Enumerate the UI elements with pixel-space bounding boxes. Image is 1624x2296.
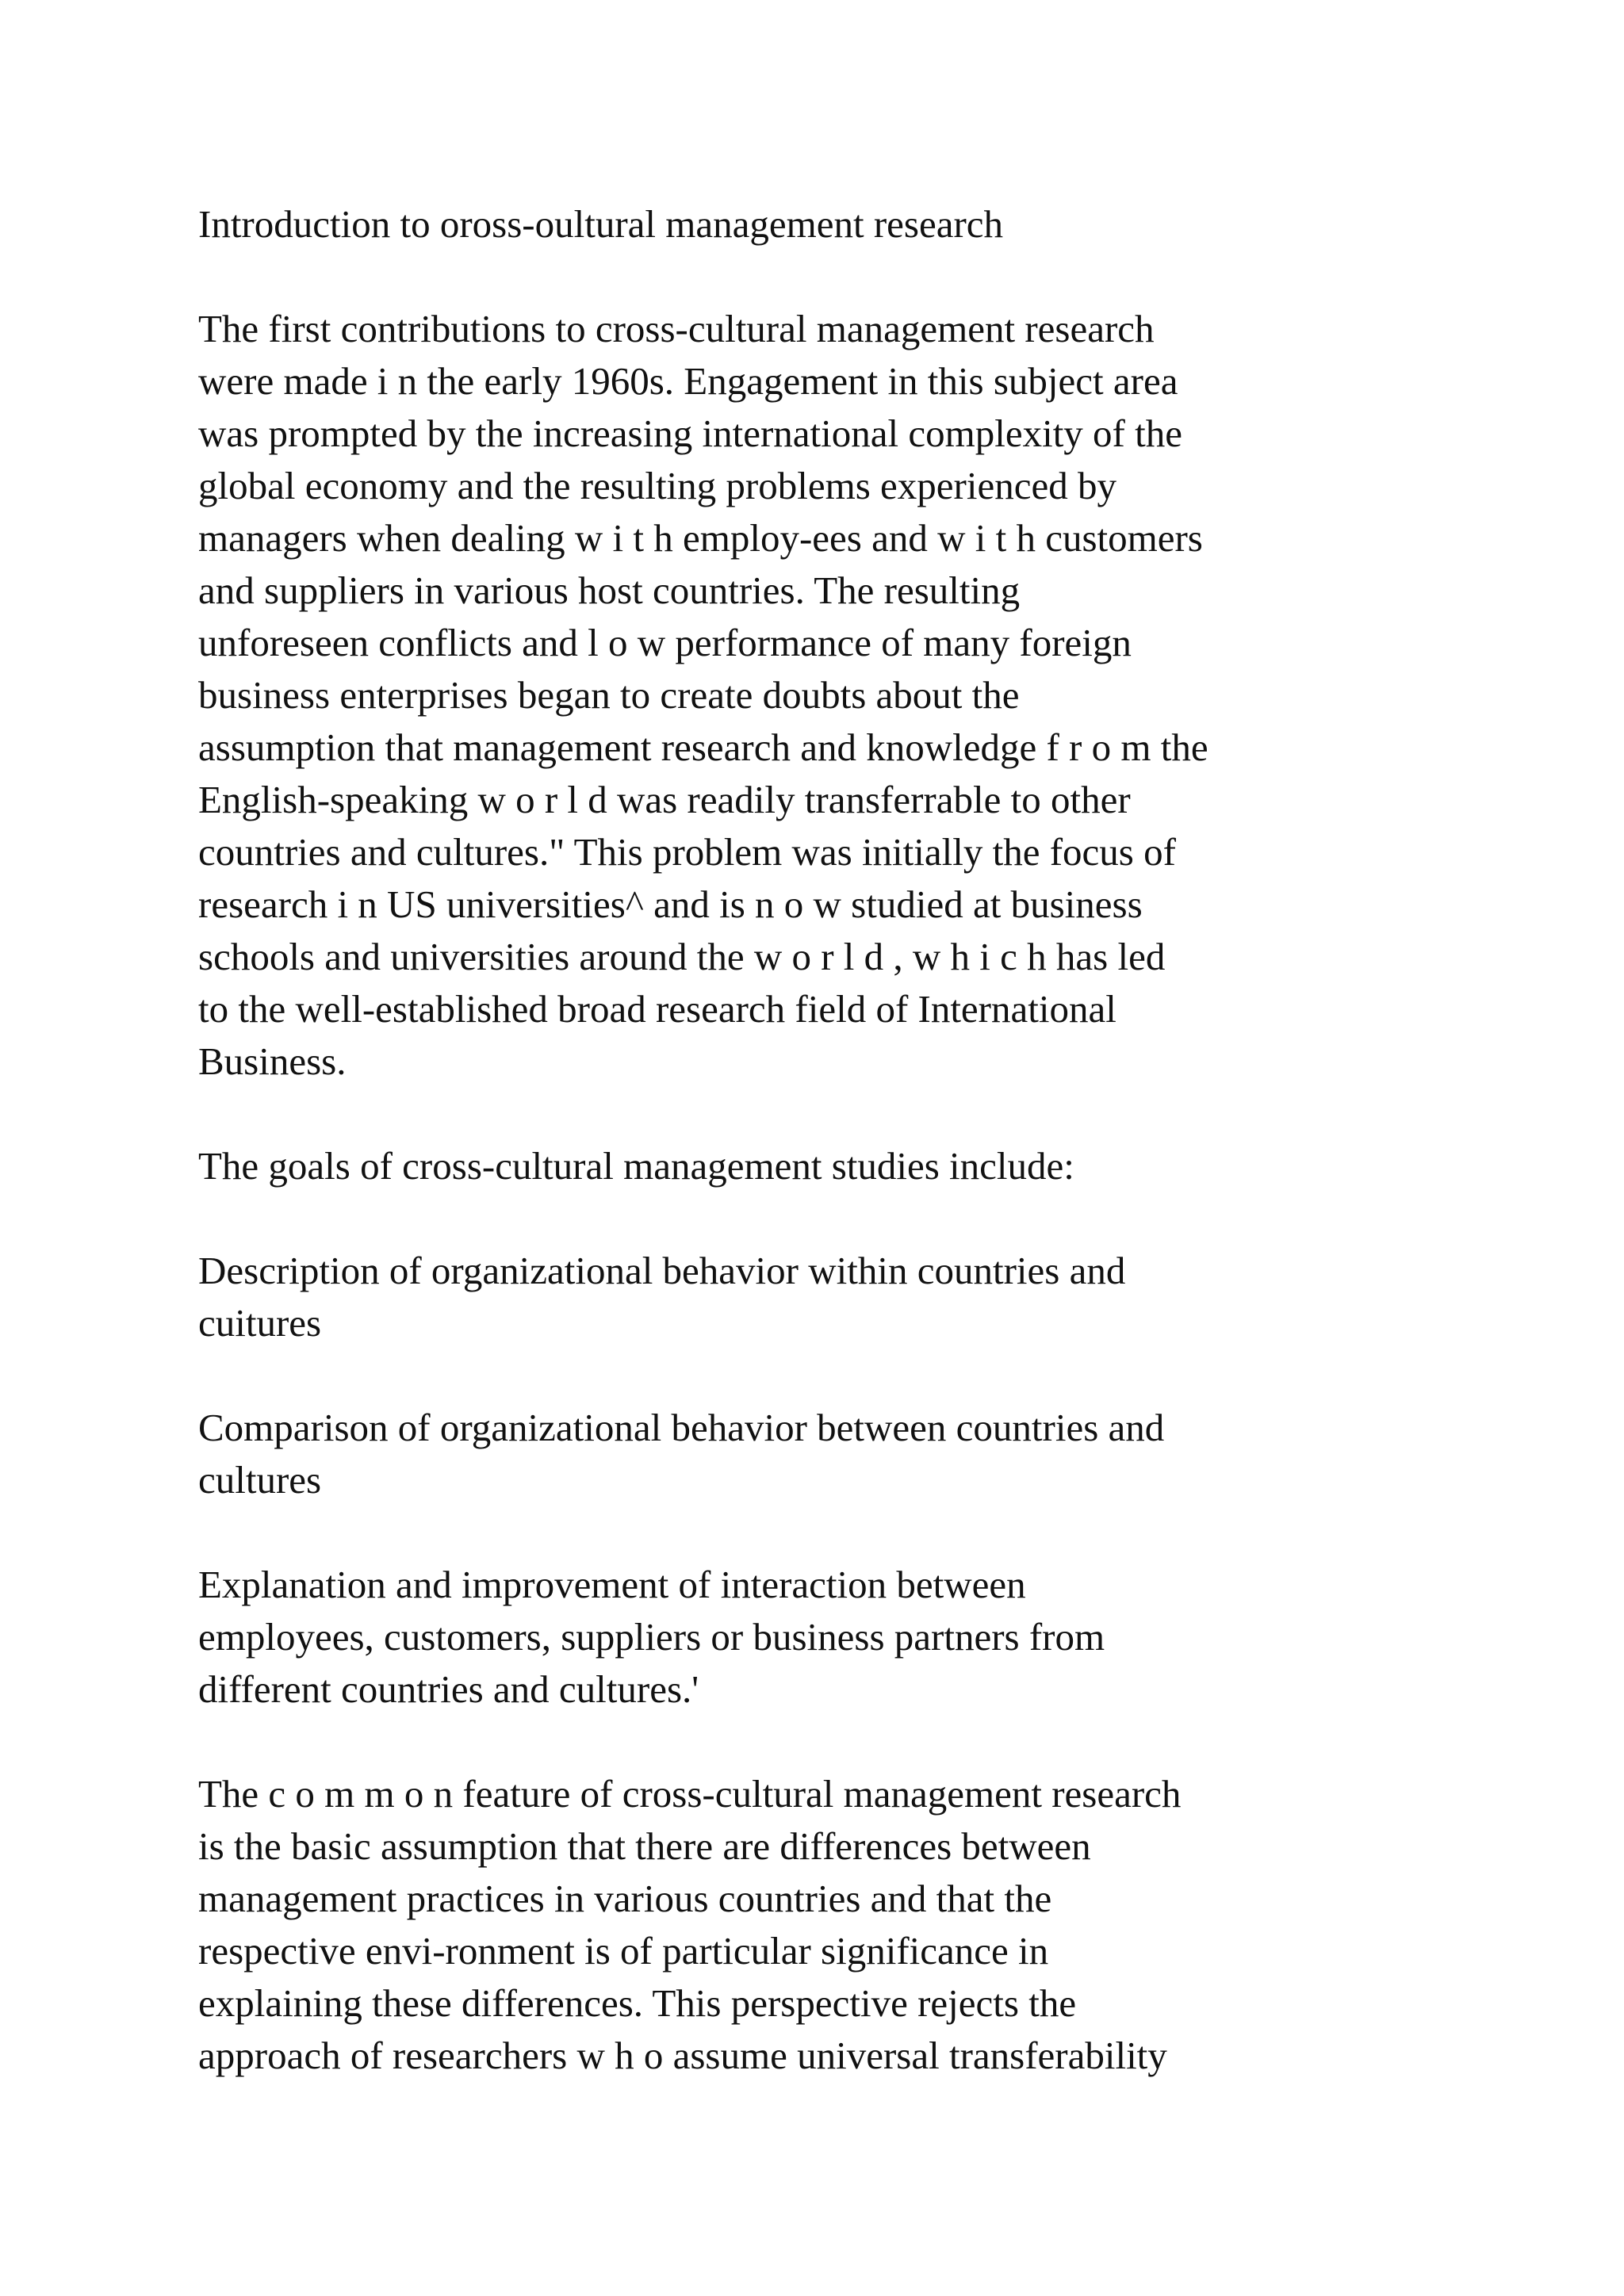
text-line: was prompted by the increasing international complexity of the <box>198 411 1182 455</box>
text-line: global economy and the resulting problems experienced by <box>198 464 1116 507</box>
text-line: business enterprises began to create doubts about the <box>198 673 1020 717</box>
text-line: respective envi-ronment is of particular significance in <box>198 1929 1049 1973</box>
goal-comparison <box>198 1402 1467 1506</box>
goals-intro <box>198 1140 1467 1192</box>
text-line: cuitures <box>198 1301 322 1345</box>
text-line: were made i n the early 1960s. Engagement in this subject area <box>198 359 1178 403</box>
text-line: cultures <box>198 1458 322 1502</box>
text-line: management practices in various countries and that the <box>198 1877 1052 1920</box>
text-line: The goals of cross-cultural management studies include: <box>198 1144 1074 1188</box>
document-body <box>198 198 1467 2134</box>
text-line: English-speaking w o r l d was readily transferrable to other <box>198 778 1131 821</box>
paragraph-history <box>198 303 1467 1088</box>
paragraph-common-feature <box>198 1768 1467 2082</box>
text-line: Description of organizational behavior within countries and <box>198 1249 1126 1292</box>
text-line: to the well-established broad research field of International <box>198 987 1116 1031</box>
text-line: different countries and cultures.' <box>198 1667 699 1711</box>
text-line: The c o m m o n feature of cross-cultural management research <box>198 1772 1182 1816</box>
text-line: employees, customers, suppliers or business partners from <box>198 1615 1105 1659</box>
text-line: Explanation and improvement of interaction between <box>198 1563 1026 1606</box>
title-line: Introduction to oross-oultural management research <box>198 202 1004 246</box>
document-title <box>198 198 1467 251</box>
text-line: Comparison of organizational behavior between countries and <box>198 1406 1165 1449</box>
goal-explanation <box>198 1559 1467 1716</box>
text-line: assumption that management research and knowledge f r o m the <box>198 725 1208 769</box>
text-line: Business. <box>198 1039 347 1083</box>
text-line: The first contributions to cross-cultural management research <box>198 307 1155 350</box>
text-line: is the basic assumption that there are differences between <box>198 1824 1091 1868</box>
text-line: research i n US universities^ and is n o w studied at business <box>198 882 1143 926</box>
text-line: and suppliers in various host countries. The resulting <box>198 568 1021 612</box>
text-line: unforeseen conflicts and l o w performance of many foreign <box>198 621 1132 664</box>
goal-description <box>198 1245 1467 1349</box>
text-line: explaining these differences. This perspective rejects the <box>198 1981 1077 2025</box>
text-line: approach of researchers w h o assume universal transferability <box>198 2034 1167 2077</box>
text-line: schools and universities around the w o r l d , w h i c h has led <box>198 935 1166 978</box>
text-line: managers when dealing w i t h employ-ees and w i t h customers <box>198 516 1203 560</box>
text-line: countries and cultures." This problem was initially the focus of <box>198 830 1176 874</box>
